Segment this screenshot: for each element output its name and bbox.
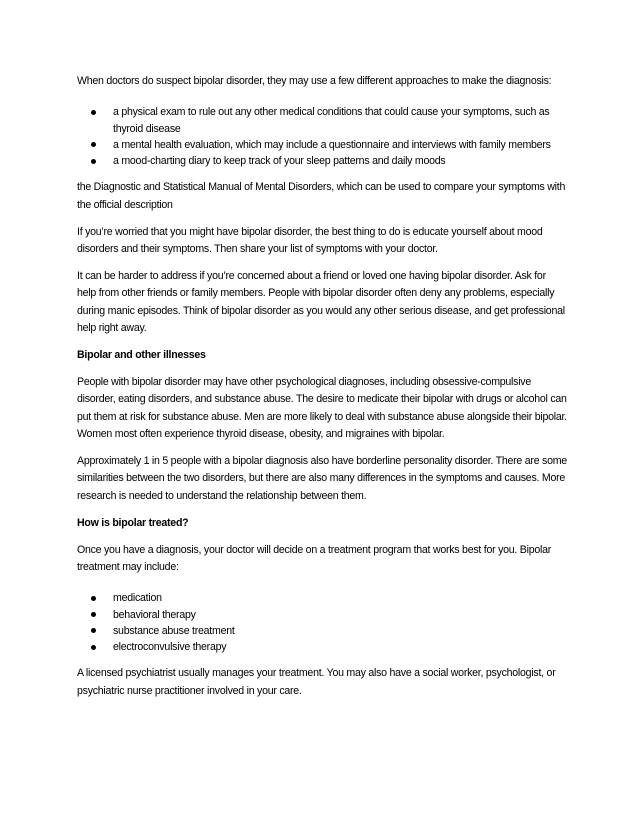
list-item-text: substance abuse treatment bbox=[113, 624, 235, 637]
list-item bbox=[77, 590, 567, 606]
list-item-text: electroconvulsive therapy bbox=[113, 641, 227, 654]
bullet-icon bbox=[91, 628, 96, 633]
list-item bbox=[77, 153, 567, 169]
intro-paragraph: When doctors do suspect bipolar disorder, they may use a few different approaches to make the diagnosis: bbox=[77, 75, 552, 87]
closing-paragraph: A licensed psychiatrist usually manages your treatment. You may also have a social worker, psychologist, or psychiatric nurse practitioner involved in your care. bbox=[77, 667, 556, 697]
dsm-paragraph: the Diagnostic and Statistical Manual of Mental Disorders, which can be used to compare your symptoms with the official description bbox=[77, 181, 566, 211]
bullet-icon bbox=[91, 159, 96, 164]
harder-paragraph: It can be harder to address if you’re concerned about a friend or loved one having bipolar disorder. Ask for help from other friends or family members. People with bipolar disorder often deny any problems, especially during manic episodes. Think of bipolar disorder as you would any other serious disease, and get professional help right away. bbox=[77, 269, 565, 335]
list-item-text: medication bbox=[113, 592, 162, 605]
section-heading-treated: How is bipolar treated? bbox=[77, 516, 189, 529]
list-item bbox=[77, 623, 567, 639]
bullet-icon bbox=[91, 645, 96, 650]
list-item bbox=[77, 607, 567, 623]
document-body bbox=[77, 73, 567, 710]
bullet-icon bbox=[91, 110, 96, 115]
bullet-icon bbox=[91, 596, 96, 601]
section-heading-other-illnesses: Bipolar and other illnesses bbox=[77, 348, 206, 361]
list-item-text: a mental health evaluation, which may include a questionnaire and interviews with family members bbox=[113, 138, 551, 151]
list-item bbox=[77, 639, 567, 655]
list-item bbox=[77, 137, 567, 153]
other-illnesses-paragraph: People with bipolar disorder may have other psychological diagnoses, including obsessive-compulsive disorder, eating disorders, and substance abuse. The desire to medicate their bipolar with drugs or alcohol can put them at risk for substance abuse. Men are more likely to deal with substance abuse alongside their bipolar. Women most often experience thyroid disease, obesity, and migraines with bipolar. bbox=[77, 375, 567, 441]
bullet-icon bbox=[91, 612, 96, 617]
list-item-text: a mood-charting diary to keep track of your sleep patterns and daily moods bbox=[113, 155, 446, 168]
worried-paragraph: If you’re worried that you might have bipolar disorder, the best thing to do is educate yourself about mood disorders and their symptoms. Then share your list of symptoms with your doctor. bbox=[77, 225, 543, 255]
list-item-text: a physical exam to rule out any other medical conditions that could cause your symptoms, such as thyroid disease bbox=[113, 106, 550, 135]
borderline-paragraph: Approximately 1 in 5 people with a bipolar diagnosis also have borderline personality disorder. There are some similarities between the two disorders, but there are also many differences in the symptoms and causes. More research is needed to understand the relationship between them. bbox=[77, 455, 567, 502]
bullet-icon bbox=[91, 142, 96, 147]
treatment-intro-paragraph: Once you have a diagnosis, your doctor will decide on a treatment program that works best for you. Bipolar treatment may include: bbox=[77, 543, 552, 574]
treatments-list bbox=[77, 590, 567, 655]
diagnosis-approaches-list bbox=[77, 104, 567, 169]
list-item-text: behavioral therapy bbox=[113, 608, 196, 621]
list-item bbox=[77, 104, 567, 136]
